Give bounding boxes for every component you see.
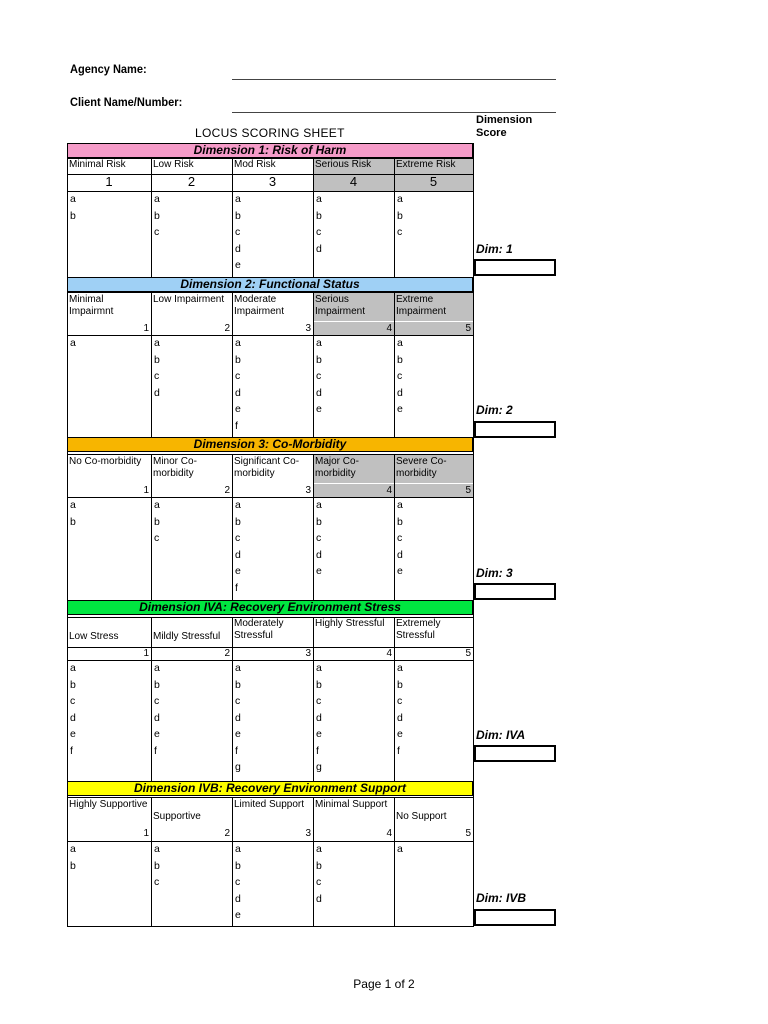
item-list: a b c d e f: [70, 662, 76, 757]
category-cell: Extreme Risk: [394, 158, 473, 174]
item-list: a: [397, 843, 403, 855]
item-list: a b c d e: [397, 499, 403, 577]
item-list: a b c: [154, 193, 160, 238]
level-number: 2: [224, 828, 230, 839]
category-cell: Low Risk: [153, 159, 194, 170]
item-list: a b c d e f: [154, 662, 160, 757]
category-cell: Minimal Impairmnt: [69, 294, 114, 317]
item-list: a b c d: [316, 193, 322, 255]
level-number: 5: [394, 484, 473, 497]
category-cell: Major Co-morbidity: [313, 455, 394, 483]
item-list: a b c d e f g: [235, 662, 241, 773]
level-number: 3: [305, 828, 311, 839]
level-number: 3: [305, 323, 311, 334]
level-number: 4: [313, 175, 394, 191]
level-number: 5: [394, 175, 473, 191]
category-cell: No Support: [396, 811, 447, 822]
dimension-3-header: Dimension 3: Co-Morbidity: [67, 437, 473, 452]
category-cell: Serious Risk: [313, 158, 394, 174]
category-cell: Moderately Stressful: [234, 618, 284, 641]
agency-name-line[interactable]: [232, 79, 556, 80]
category-cell: Minimal Support: [315, 799, 388, 810]
level-number: 5: [394, 322, 473, 335]
item-list: a b c: [154, 843, 160, 888]
dimension-score-header: Dimension Score: [476, 114, 533, 139]
category-cell: Highly Supportive: [69, 799, 148, 810]
dim-1-label: Dim: 1: [476, 242, 513, 256]
dimension-iva-header: Dimension IVA: Recovery Environment Stress: [67, 600, 473, 615]
category-cell: Extremely Stressful: [396, 618, 441, 641]
category-cell: Mildly Stressful: [153, 631, 221, 642]
level-number: 1: [143, 323, 149, 334]
item-list: a b c d e f: [397, 662, 403, 757]
category-cell: Extreme Impairment: [394, 293, 473, 321]
level-number: 4: [313, 484, 394, 497]
dim-ivb-label: Dim: IVB: [476, 891, 527, 905]
level-number: 3: [305, 485, 311, 496]
dim-iva-score-box[interactable]: [474, 745, 556, 762]
item-list: a b c d e f: [235, 499, 241, 594]
dim-3-label: Dim: 3: [476, 566, 513, 580]
item-list: a b c d: [154, 337, 160, 399]
dim-ivb-score-box[interactable]: [474, 909, 556, 926]
category-cell: Severe Co-morbidity: [394, 455, 473, 483]
item-list: a b c d e: [397, 337, 403, 415]
category-cell: Supportive: [153, 811, 201, 822]
item-list: a: [70, 337, 76, 349]
level-number: 1: [105, 175, 113, 189]
dim-1-score-box[interactable]: [474, 259, 556, 276]
dim-3-score-box[interactable]: [474, 583, 556, 600]
table-bottom-border: [67, 926, 474, 927]
item-list: a b c d: [316, 843, 322, 905]
dim-2-label: Dim: 2: [476, 403, 513, 417]
item-list: a b: [70, 843, 76, 872]
category-cell: Moderate Impairment: [234, 294, 285, 317]
dim-iva-label: Dim: IVA: [476, 728, 526, 742]
level-number: 2: [224, 323, 230, 334]
page-footer: Page 1 of 2: [353, 977, 415, 991]
level-number: 2: [224, 648, 230, 659]
level-number: 3: [305, 648, 311, 659]
level-number: 5: [465, 648, 471, 659]
item-list: a b c d e: [235, 193, 241, 271]
level-number: 3: [268, 175, 277, 189]
category-cell: Limited Support: [234, 799, 305, 810]
dimension-1-header: Dimension 1: Risk of Harm: [67, 143, 473, 158]
category-cell: No Co-morbidity: [69, 456, 142, 467]
category-cell: Significant Co-morbidity: [234, 456, 300, 479]
category-cell: Minimal Risk: [69, 159, 126, 170]
level-number: 4: [386, 828, 392, 839]
dimension-2-header: Dimension 2: Functional Status: [67, 277, 473, 292]
item-list: a b c: [397, 193, 403, 238]
client-name-line[interactable]: [232, 112, 556, 113]
item-list: a b c d e: [316, 499, 322, 577]
item-list: a b c: [154, 499, 160, 544]
level-number: 1: [143, 828, 149, 839]
level-number: 4: [386, 648, 392, 659]
level-number: 2: [224, 485, 230, 496]
item-list: a b: [70, 193, 76, 222]
dimension-ivb-header: Dimension IVB: Recovery Environment Support: [67, 781, 473, 796]
category-cell: Serious Impairment: [313, 293, 394, 321]
agency-name-label: Agency Name:: [70, 62, 147, 76]
category-cell: Highly Stressful: [315, 618, 385, 629]
item-list: a b c d e: [235, 843, 241, 921]
level-number: 5: [465, 828, 471, 839]
client-name-label: Client Name/Number:: [70, 95, 183, 109]
sheet-title: LOCUS SCORING SHEET: [195, 126, 345, 140]
level-number: 4: [313, 322, 394, 335]
item-list: a b: [70, 499, 76, 528]
category-cell: Low Impairment: [153, 294, 225, 305]
level-number: 1: [143, 485, 149, 496]
level-number: 1: [143, 648, 149, 659]
item-list: a b c d e: [316, 337, 322, 415]
dim-2-score-box[interactable]: [474, 421, 556, 438]
item-list: a b c d e f g: [316, 662, 322, 773]
category-cell: Low Stress: [69, 631, 119, 642]
category-cell: Minor Co-morbidity: [153, 456, 197, 479]
item-list: a b c d e f: [235, 337, 241, 432]
category-cell: Mod Risk: [234, 159, 276, 170]
level-number: 2: [187, 175, 196, 189]
